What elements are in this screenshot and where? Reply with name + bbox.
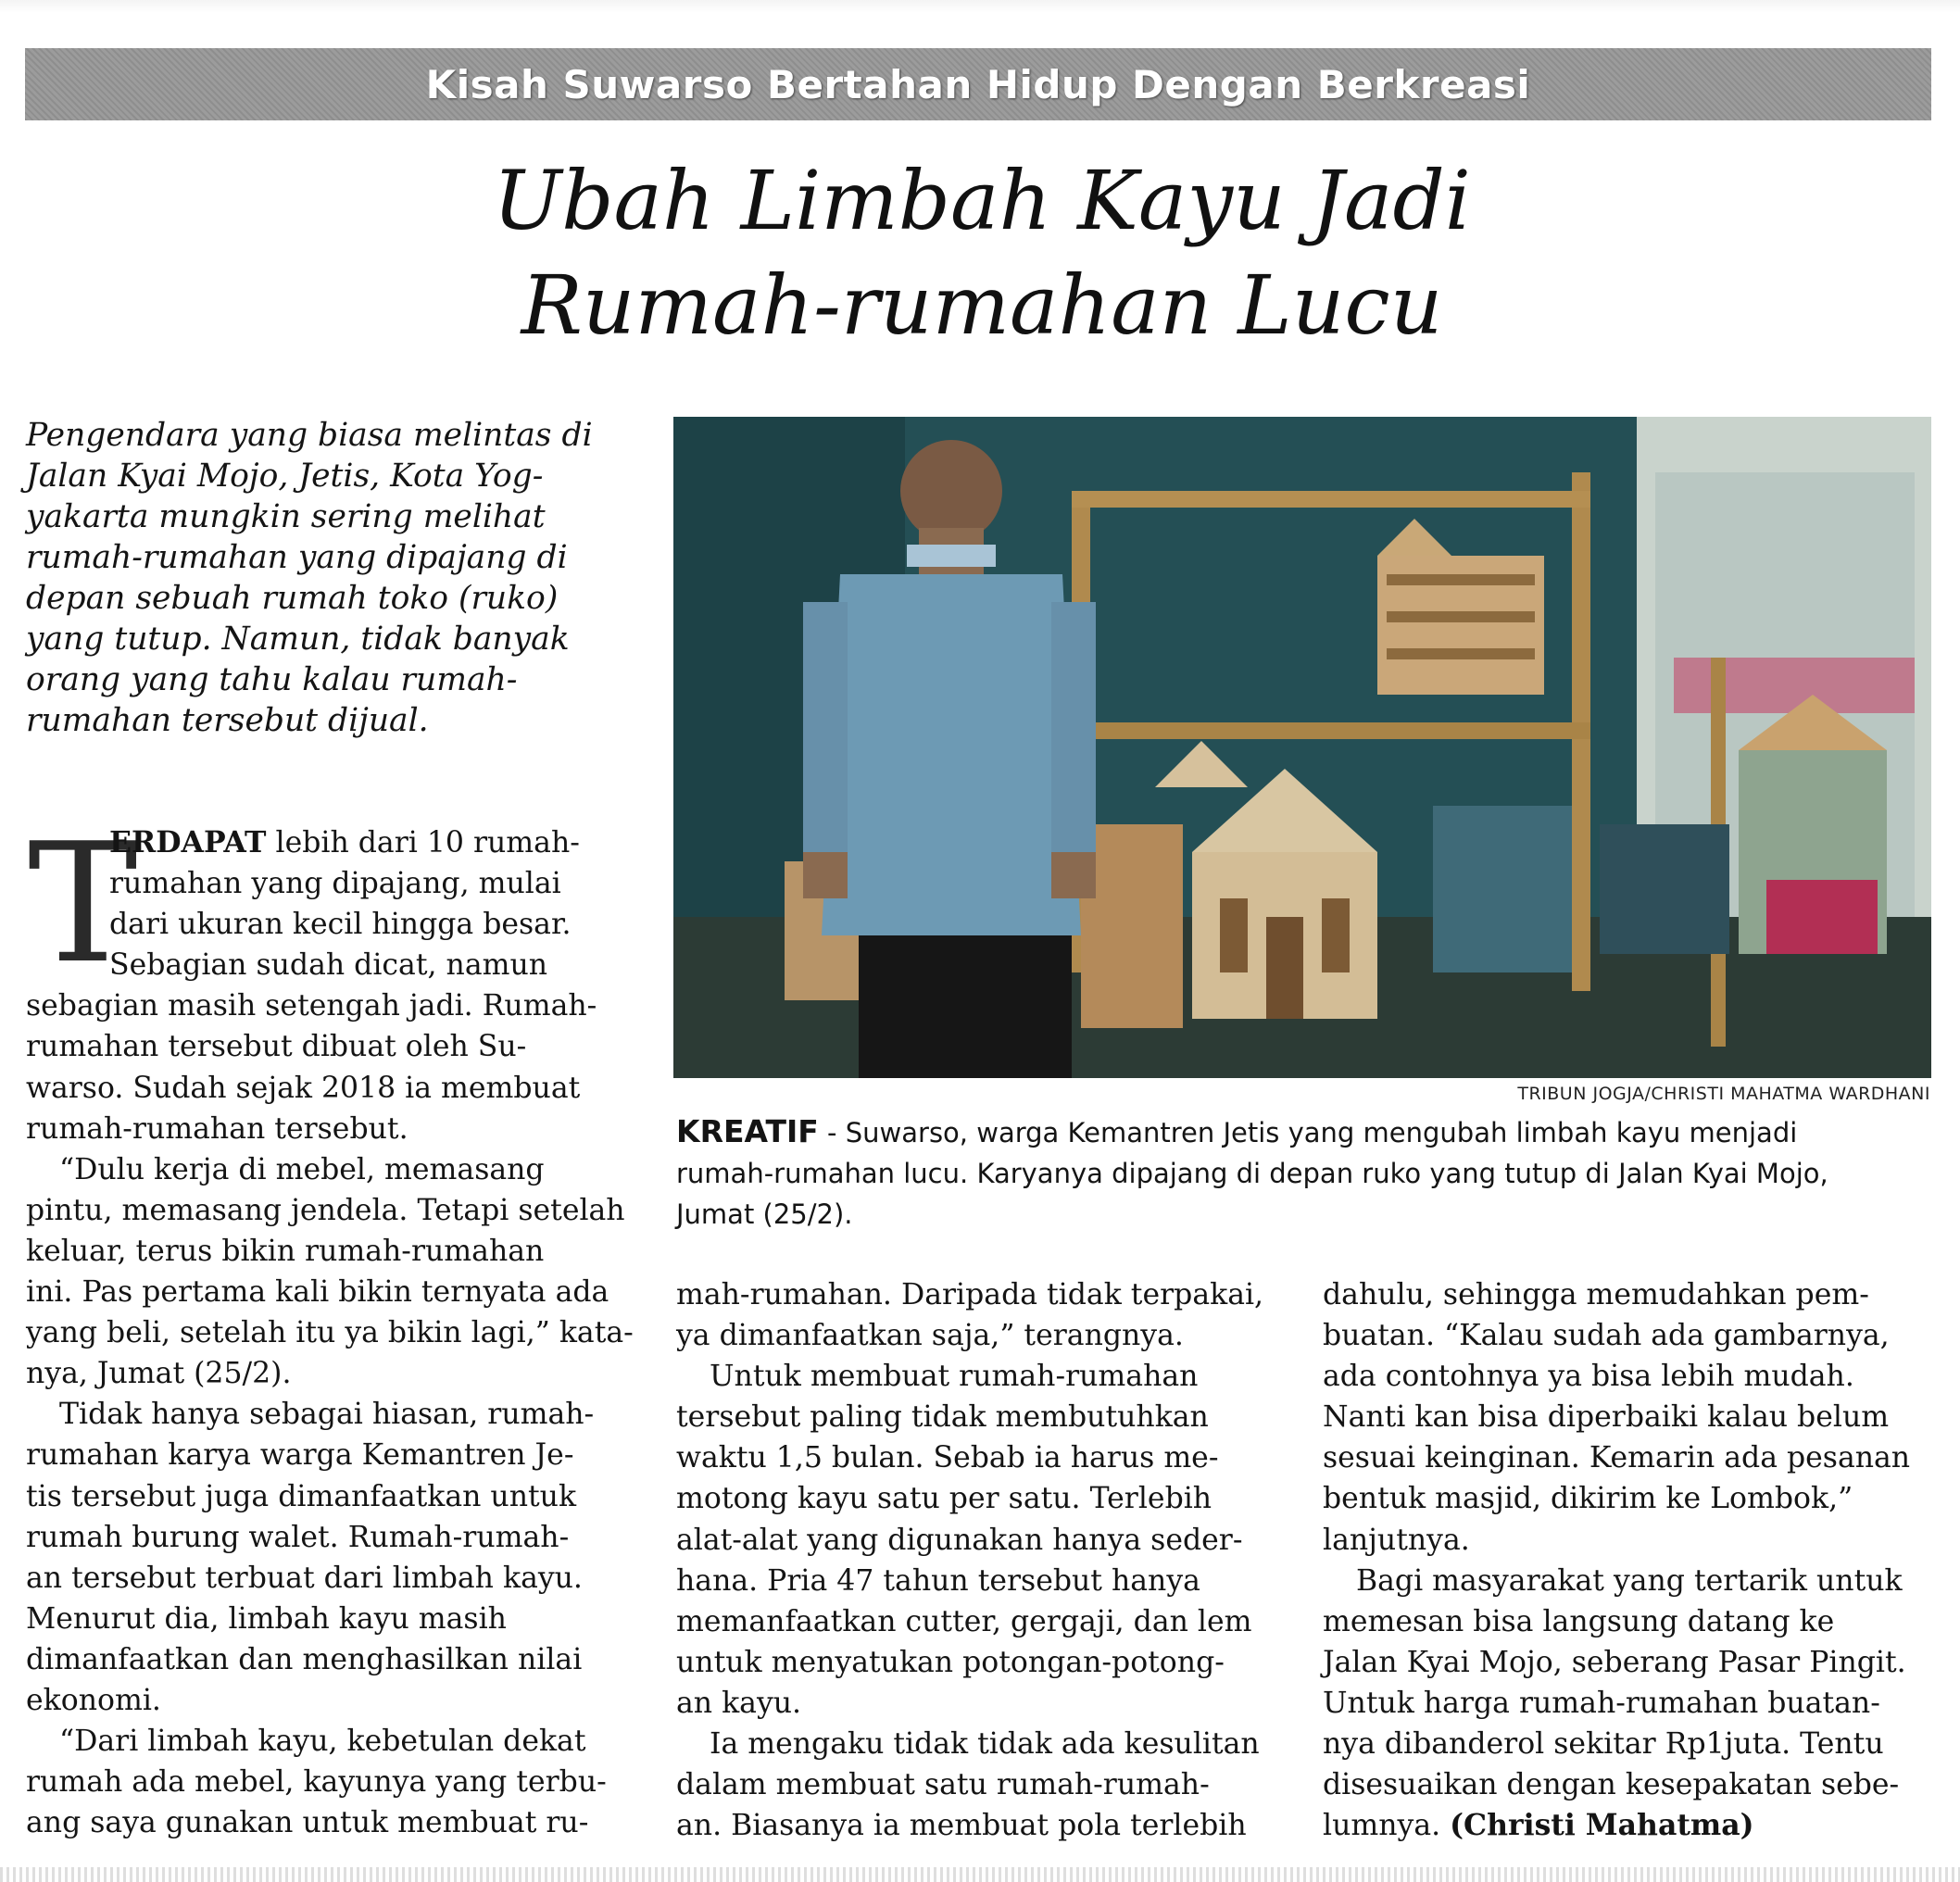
body-line: nya, Jumat (25/2). [26,1357,292,1391]
body-line: nya dibanderol sekitar Rp1juta. Tentu [1323,1727,1884,1762]
body-line: dimanfaatkan dan menghasilkan nilai [26,1642,583,1676]
body-line: ya dimanfaatkan saja,” terangnya. [676,1319,1184,1353]
caption-keyword: KREATIF [676,1113,819,1149]
body-line: pintu, memasang jendela. Tetapi setelah [26,1193,625,1227]
photo-credit: TRIBUN JOGJA/CHRISTI MAHATMA WARDHANI [1517,1084,1930,1104]
body-line: Tidak hanya sebagai hiasan, rumah- [59,1398,595,1432]
caption-line-1-rest: - Suwarso, warga Kemantren Jetis yang mengubah limbah kayu menjadi [818,1117,1798,1148]
caption-line [676,1111,1936,1153]
body-line: tersebut paling tidak membutuhkan [676,1400,1209,1435]
headline-line-2: Rumah-rumahan Lucu [521,257,1443,353]
body-line: memanfaatkan cutter, gergaji, dan lem [676,1604,1252,1638]
lead-line: rumah-rumahan yang dipajang di [26,539,568,576]
caption-line: rumah-rumahan lucu. Karyanya dipajang di depan ruko yang tutup di Jalan Kyai Mojo, [676,1158,1828,1189]
body-line: rumahan yang dipajang, mulai [109,867,561,901]
lead-paragraph [26,415,656,741]
drop-cap: T [28,808,138,999]
last-line-text: lumnya. [1323,1809,1451,1843]
body-line: ekonomi. [26,1683,161,1717]
body-line: waktu 1,5 bulan. Sebab ia harus me- [676,1441,1219,1475]
body-line: yang beli, setelah itu ya bikin lagi,” kata- [26,1316,634,1350]
kicker-text: Kisah Suwarso Bertahan Hidup Dengan Berkreasi [425,61,1531,107]
body-line: mah-rumahan. Daripada tidak terpakai, [676,1278,1264,1311]
caption-line: Jumat (25/2). [676,1198,853,1230]
kicker-banner [25,48,1931,120]
body-line: dahulu, sehingga memudahkan pem- [1323,1278,1869,1311]
photo-caption [676,1111,1936,1235]
lead-line: Pengendara yang biasa melintas di [26,417,593,454]
body-line: rumah ada mebel, kayunya yang terbu- [26,1765,607,1800]
body-line: “Dulu kerja di mebel, memasang [59,1152,545,1186]
body-line: rumahan tersebut dibuat oleh Su- [26,1030,527,1064]
body-line: rumah burung walet. Rumah-rumah- [26,1520,570,1554]
body-line: Nanti kan bisa diperbaiki kalau belum [1323,1400,1890,1435]
lead-line: Jalan Kyai Mojo, Jetis, Kota Yog- [26,458,544,495]
body-line: keluar, terus bikin rumah-rumahan [26,1234,545,1268]
lead-line: yakarta mungkin sering melihat [26,498,546,535]
body-line [1323,1805,1934,1846]
body-column-1 [26,808,656,1843]
news-photo [673,417,1931,1078]
body-line: hana. Pria 47 tahun tersebut hanya [676,1563,1200,1598]
lead-line: depan sebuah rumah toko (ruko) [26,580,559,617]
lead-line: orang yang tahu kalau rumah- [26,661,518,698]
headline-line-1: Ubah Limbah Kayu Jadi [493,153,1471,248]
top-edge [0,0,1960,13]
body-line [26,822,656,863]
body-line: tis tersebut juga dimanfaatkan untuk [26,1479,577,1513]
body-line: an. Biasanya ia membuat pola terlebih [676,1809,1247,1843]
body-line: memesan bisa langsung datang ke [1323,1604,1835,1638]
body-column-3 [1323,1274,1934,1846]
body-line: bentuk masjid, dikirim ke Lombok,” [1323,1482,1853,1516]
body-line: dalam membuat satu rumah-rumah- [676,1768,1210,1802]
body-line: rumah-rumahan tersebut. [26,1111,408,1146]
lead-line: yang tutup. Namun, tidak banyak [26,621,570,658]
lead-line: rumahan tersebut dijual. [26,702,429,739]
body-line: lanjutnya. [1323,1523,1470,1557]
body-line: disesuaikan dengan kesepakatan sebe- [1323,1768,1900,1802]
body-line: Sebagian sudah dicat, namun [109,948,548,983]
byline: (Christi Mahatma) [1450,1808,1754,1843]
body-line: “Dari limbah kayu, kebetulan dekat [59,1725,586,1759]
body-line: ini. Pas pertama kali bikin ternyata ada [26,1275,609,1310]
first-line-rest: lebih dari 10 rumah- [266,826,580,859]
body-line: an tersebut terbuat dari limbah kayu. [26,1561,583,1595]
body-line: buatan. “Kalau sudah ada gambarnya, [1323,1319,1890,1353]
body-line: alat-alat yang digunakan hanya seder- [676,1523,1243,1557]
body-line: Ia mengaku tidak tidak ada kesulitan [710,1727,1260,1762]
body-line: Jalan Kyai Mojo, seberang Pasar Pingit. [1323,1645,1906,1679]
body-line: Bagi masyarakat yang tertarik untuk [1356,1563,1903,1598]
body-line: an kayu. [676,1686,802,1720]
body-line: Untuk membuat rumah-rumahan [710,1360,1199,1394]
body-line: ada contohnya ya bisa lebih mudah. [1323,1360,1854,1394]
body-line: dari ukuran kecil hingga besar. [109,908,572,942]
body-line: sebagian masih setengah jadi. Rumah- [26,989,597,1023]
body-line: motong kayu satu per satu. Terlebih [676,1482,1212,1516]
bottom-edge [0,1867,1960,1882]
body-line: rumahan karya warga Kemantren Je- [26,1438,574,1473]
body-line: sesuai keinginan. Kemarin ada pesanan [1323,1441,1911,1475]
body-line: warso. Sudah sejak 2018 ia membuat [26,1071,581,1105]
headline [278,148,1686,358]
body-line: Untuk harga rumah-rumahan buatan- [1323,1686,1880,1720]
body-column-2 [676,1274,1269,1846]
body-line: ang saya gunakan untuk membuat ru- [26,1806,589,1840]
body-line: untuk menyatukan potongan-potong- [676,1645,1225,1679]
body-line: Menurut dia, limbah kayu masih [26,1601,507,1636]
first-word: ERDAPAT [109,825,267,859]
